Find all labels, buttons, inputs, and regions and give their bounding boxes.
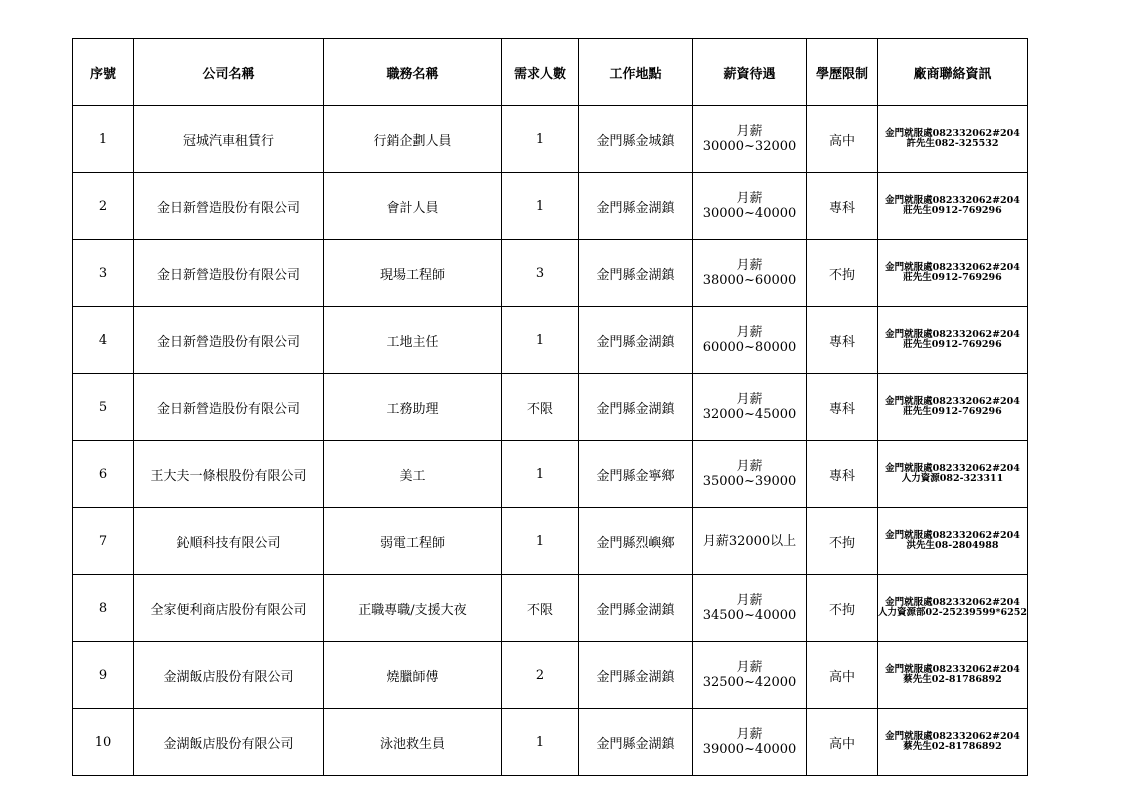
work-location-cell: 金門縣金湖鎮: [579, 642, 693, 709]
serial-number-cell: 10: [73, 709, 134, 776]
serial-number-cell: 7: [73, 508, 134, 575]
job-title-cell: 美工: [324, 441, 502, 508]
serial-number-cell: 8: [73, 575, 134, 642]
company-name-cell: 全家便利商店股份有限公司: [134, 575, 324, 642]
education-cell: 專科: [807, 374, 878, 441]
work-location-cell: 金門縣金湖鎮: [579, 173, 693, 240]
headcount-cell: 1: [502, 307, 579, 374]
headcount-cell: 1: [502, 106, 579, 173]
company-name-cell: 金日新營造股份有限公司: [134, 374, 324, 441]
table-row: [73, 106, 1028, 173]
contact-info-cell: [878, 173, 1028, 240]
contact-info-cell: [878, 307, 1028, 374]
headcount-cell: 1: [502, 709, 579, 776]
contact-info-line-2: 許先生082-325532: [906, 138, 999, 149]
salary-line-2: 35000~39000: [702, 474, 797, 489]
contact-info-cell: [878, 374, 1028, 441]
table-row: [73, 575, 1028, 642]
contact-info-cell: [878, 508, 1028, 575]
table-row: [73, 642, 1028, 709]
job-title-cell: 燒臘師傅: [324, 642, 502, 709]
headcount-cell: 3: [502, 240, 579, 307]
headcount-cell: 2: [502, 642, 579, 709]
job-title-cell: 會計人員: [324, 173, 502, 240]
contact-info-line-1: 金門就服處082332062#204: [885, 262, 1020, 273]
work-location-cell: 金門縣金湖鎮: [579, 709, 693, 776]
contact-info-line-1: 金門就服處082332062#204: [885, 195, 1020, 206]
work-location-cell: 金門縣金湖鎮: [579, 575, 693, 642]
salary-line-1: 月薪: [736, 660, 763, 675]
contact-info-line-1: 金門就服處082332062#204: [885, 463, 1020, 474]
contact-info-cell: [878, 106, 1028, 173]
salary-cell: [693, 307, 807, 374]
job-title-cell: 行銷企劃人員: [324, 106, 502, 173]
company-name-cell: 冠城汽車租賃行: [134, 106, 324, 173]
company-name-cell: 鈊順科技有限公司: [134, 508, 324, 575]
salary-line-2: 38000~60000: [702, 273, 797, 288]
salary-cell: [693, 374, 807, 441]
salary-cell: [693, 709, 807, 776]
serial-number-cell: 3: [73, 240, 134, 307]
education-cell: 高中: [807, 106, 878, 173]
salary-cell: [693, 508, 807, 575]
education-cell: 高中: [807, 642, 878, 709]
contact-info-line-1: 金門就服處082332062#204: [885, 731, 1020, 742]
contact-info-line-1: 金門就服處082332062#204: [885, 128, 1020, 139]
work-location-cell: 金門縣金湖鎮: [579, 307, 693, 374]
salary-line-1: 月薪: [736, 124, 763, 139]
table-row: [73, 508, 1028, 575]
contact-info-line-2: 莊先生0912-769296: [903, 406, 1002, 417]
salary-line-2: 39000~40000: [702, 742, 797, 757]
salary-line-1: 月薪: [736, 258, 763, 273]
salary-cell: [693, 575, 807, 642]
work-location-cell: 金門縣金城鎮: [579, 106, 693, 173]
contact-info-line-1: 金門就服處082332062#204: [885, 597, 1020, 608]
contact-info-line-2: 人力資源082-323311: [901, 473, 1004, 484]
headcount-cell: 1: [502, 173, 579, 240]
work-location-cell: 金門縣金寧鄉: [579, 441, 693, 508]
salary-line-1: 月薪32000以上: [702, 533, 797, 549]
contact-info-line-2: 洪先生08-2804988: [906, 540, 999, 551]
headcount-cell: 不限: [502, 374, 579, 441]
education-cell: 專科: [807, 441, 878, 508]
salary-line-1: 月薪: [736, 392, 763, 407]
education-cell: 高中: [807, 709, 878, 776]
contact-info-line-1: 金門就服處082332062#204: [885, 396, 1020, 407]
salary-cell: [693, 240, 807, 307]
salary-line-2: 60000~80000: [702, 340, 797, 355]
salary-line-1: 月薪: [736, 325, 763, 340]
education-cell: 專科: [807, 173, 878, 240]
contact-info-cell: [878, 441, 1028, 508]
table-header-row: [73, 39, 1028, 106]
job-title-cell: 工地主任: [324, 307, 502, 374]
salary-line-1: 月薪: [736, 459, 763, 474]
education-cell: 不拘: [807, 575, 878, 642]
contact-info-line-2: 蔡先生02-81786892: [903, 674, 1002, 685]
salary-cell: [693, 441, 807, 508]
header-contact-info: 廠商聯絡資訊: [878, 39, 1028, 106]
salary-cell: [693, 173, 807, 240]
contact-info-cell: [878, 240, 1028, 307]
salary-line-2: 30000~32000: [702, 139, 797, 154]
table-row: [73, 374, 1028, 441]
company-name-cell: 金湖飯店股份有限公司: [134, 709, 324, 776]
company-name-cell: 金日新營造股份有限公司: [134, 173, 324, 240]
job-title-cell: 正職專職/支援大夜: [324, 575, 502, 642]
contact-info-line-2: 莊先生0912-769296: [903, 205, 1002, 216]
salary-cell: [693, 642, 807, 709]
salary-line-2: 32500~42000: [702, 675, 797, 690]
job-title-cell: 現場工程師: [324, 240, 502, 307]
job-title-cell: 弱電工程師: [324, 508, 502, 575]
header-work-location: 工作地點: [579, 39, 693, 106]
salary-line-2: 34500~40000: [702, 608, 797, 623]
work-location-cell: 金門縣金湖鎮: [579, 240, 693, 307]
job-listing-table: [72, 38, 1028, 776]
company-name-cell: 王大夫一條根股份有限公司: [134, 441, 324, 508]
serial-number-cell: 4: [73, 307, 134, 374]
education-cell: 專科: [807, 307, 878, 374]
contact-info-line-2: 人力資源部02-25239599*6252: [878, 607, 1027, 618]
header-serial-number: 序號: [73, 39, 134, 106]
contact-info-line-1: 金門就服處082332062#204: [885, 530, 1020, 541]
contact-info-cell: [878, 575, 1028, 642]
salary-line-2: 30000~40000: [702, 206, 797, 221]
work-location-cell: 金門縣金湖鎮: [579, 374, 693, 441]
work-location-cell: 金門縣烈嶼鄉: [579, 508, 693, 575]
serial-number-cell: 6: [73, 441, 134, 508]
headcount-cell: 1: [502, 441, 579, 508]
salary-line-1: 月薪: [736, 727, 763, 742]
table-row: [73, 240, 1028, 307]
contact-info-line-2: 莊先生0912-769296: [903, 272, 1002, 283]
header-company-name: 公司名稱: [134, 39, 324, 106]
education-cell: 不拘: [807, 240, 878, 307]
header-salary: 薪資待遇: [693, 39, 807, 106]
serial-number-cell: 9: [73, 642, 134, 709]
header-headcount: 需求人數: [502, 39, 579, 106]
company-name-cell: 金湖飯店股份有限公司: [134, 642, 324, 709]
table-row: [73, 173, 1028, 240]
headcount-cell: 1: [502, 508, 579, 575]
job-title-cell: 泳池救生員: [324, 709, 502, 776]
education-cell: 不拘: [807, 508, 878, 575]
salary-line-1: 月薪: [736, 191, 763, 206]
header-education: 學歷限制: [807, 39, 878, 106]
salary-line-1: 月薪: [736, 593, 763, 608]
job-title-cell: 工務助理: [324, 374, 502, 441]
serial-number-cell: 1: [73, 106, 134, 173]
salary-line-2: 32000~45000: [702, 407, 797, 422]
header-job-title: 職務名稱: [324, 39, 502, 106]
salary-cell: [693, 106, 807, 173]
contact-info-cell: [878, 642, 1028, 709]
contact-info-line-2: 蔡先生02-81786892: [903, 741, 1002, 752]
serial-number-cell: 5: [73, 374, 134, 441]
table-row: [73, 441, 1028, 508]
contact-info-line-1: 金門就服處082332062#204: [885, 329, 1020, 340]
contact-info-cell: [878, 709, 1028, 776]
headcount-cell: 不限: [502, 575, 579, 642]
table-row: [73, 307, 1028, 374]
company-name-cell: 金日新營造股份有限公司: [134, 240, 324, 307]
contact-info-line-1: 金門就服處082332062#204: [885, 664, 1020, 675]
contact-info-line-2: 莊先生0912-769296: [903, 339, 1002, 350]
company-name-cell: 金日新營造股份有限公司: [134, 307, 324, 374]
serial-number-cell: 2: [73, 173, 134, 240]
table-row: [73, 709, 1028, 776]
